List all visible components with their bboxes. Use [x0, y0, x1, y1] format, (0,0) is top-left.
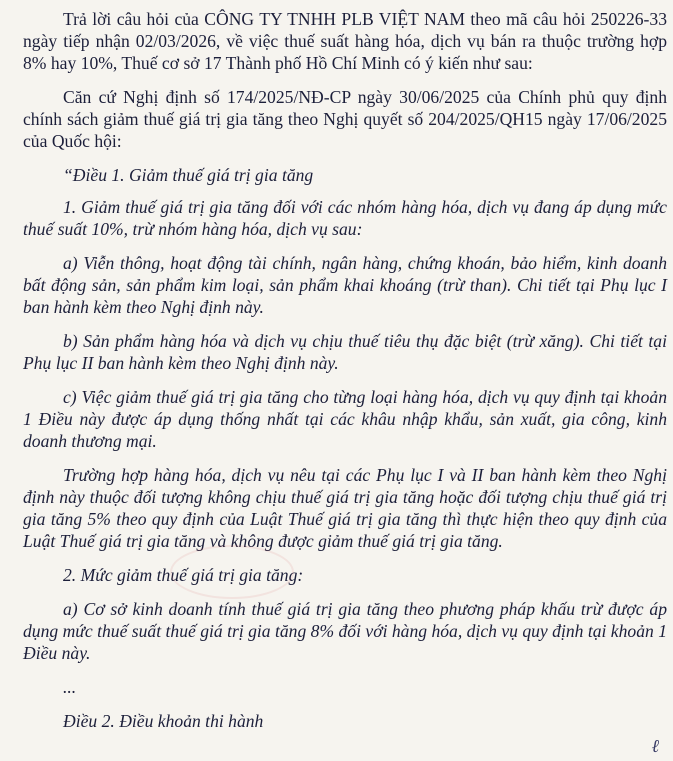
clause-2-point-a-paragraph: a) Cơ sở kinh doanh tính thuế giá trị gia tăng theo phương pháp khấu trừ được áp dụng mức thuế suất thuế giá trị gia tăng 8% đối với hàng hóa, dịch vụ quy định tại khoản 1 Điều này. — [23, 599, 667, 663]
exception-case-paragraph: Trường hợp hàng hóa, dịch vụ nêu tại các Phụ lục I và II ban hành kèm theo Nghị định này thuộc đối tượng không chịu thuế giá trị gia tăng hoặc đối tượng chịu thuế giá trị gia tăng 5% theo quy định của Luật Thuế giá trị gia tăng thì thực hiện theo quy định của Luật Thuế giá trị gia tăng và không được giảm thuế giá trị gia tăng. — [23, 465, 667, 551]
reply-intro-paragraph: Trả lời câu hỏi của CÔNG TY TNHH PLB VIỆT NAM theo mã câu hỏi 250226-33 ngày tiếp nhận 02/03/2026, về việc thuế suất hàng hóa, dịch vụ bán ra thuộc trường hợp 8% hay 10%, Thuế cơ sở 17 Thành phố Hồ Chí Minh có ý kiến như sau: — [23, 9, 667, 73]
point-c-paragraph: c) Việc giảm thuế giá trị gia tăng cho từng loại hàng hóa, dịch vụ quy định tại khoản 1 Điều này được áp dụng thống nhất tại các khâu nhập khẩu, sản xuất, gia công, kinh doanh thương mại. — [23, 387, 667, 451]
clause-2-paragraph: 2. Mức giảm thuế giá trị gia tăng: — [63, 565, 304, 585]
legal-basis-paragraph: Căn cứ Nghị định số 174/2025/NĐ-CP ngày 30/06/2025 của Chính phủ quy định chính sách giảm thuế giá trị gia tăng theo Nghị quyết số 204/2025/QH15 ngày 17/06/2025 của Quốc hội: — [23, 87, 667, 151]
article-1-title: “Điều 1. Giảm thuế giá trị gia tăng — [63, 165, 314, 185]
point-a-paragraph: a) Viễn thông, hoạt động tài chính, ngân hàng, chứng khoán, bảo hiểm, kinh doanh bất động sản, sản phẩm kim loại, sản phẩm khai khoáng (trừ than). Chi tiết tại Phụ lục I ban hành kèm theo Nghị định này. — [23, 253, 667, 317]
clause-1-paragraph: 1. Giảm thuế giá trị gia tăng đối với các nhóm hàng hóa, dịch vụ đang áp dụng mức thuế suất 10%, trừ nhóm hàng hóa, dịch vụ sau: — [23, 197, 667, 239]
article-2-title: Điều 2. Điều khoản thi hành — [63, 711, 264, 731]
margin-handwritten-mark: ℓ — [651, 736, 659, 756]
point-b-paragraph: b) Sản phẩm hàng hóa và dịch vụ chịu thuế tiêu thụ đặc biệt (trừ xăng). Chi tiết tại Phụ lục II ban hành kèm theo Nghị định này. — [23, 331, 667, 373]
ellipsis-line: ... — [63, 677, 77, 697]
